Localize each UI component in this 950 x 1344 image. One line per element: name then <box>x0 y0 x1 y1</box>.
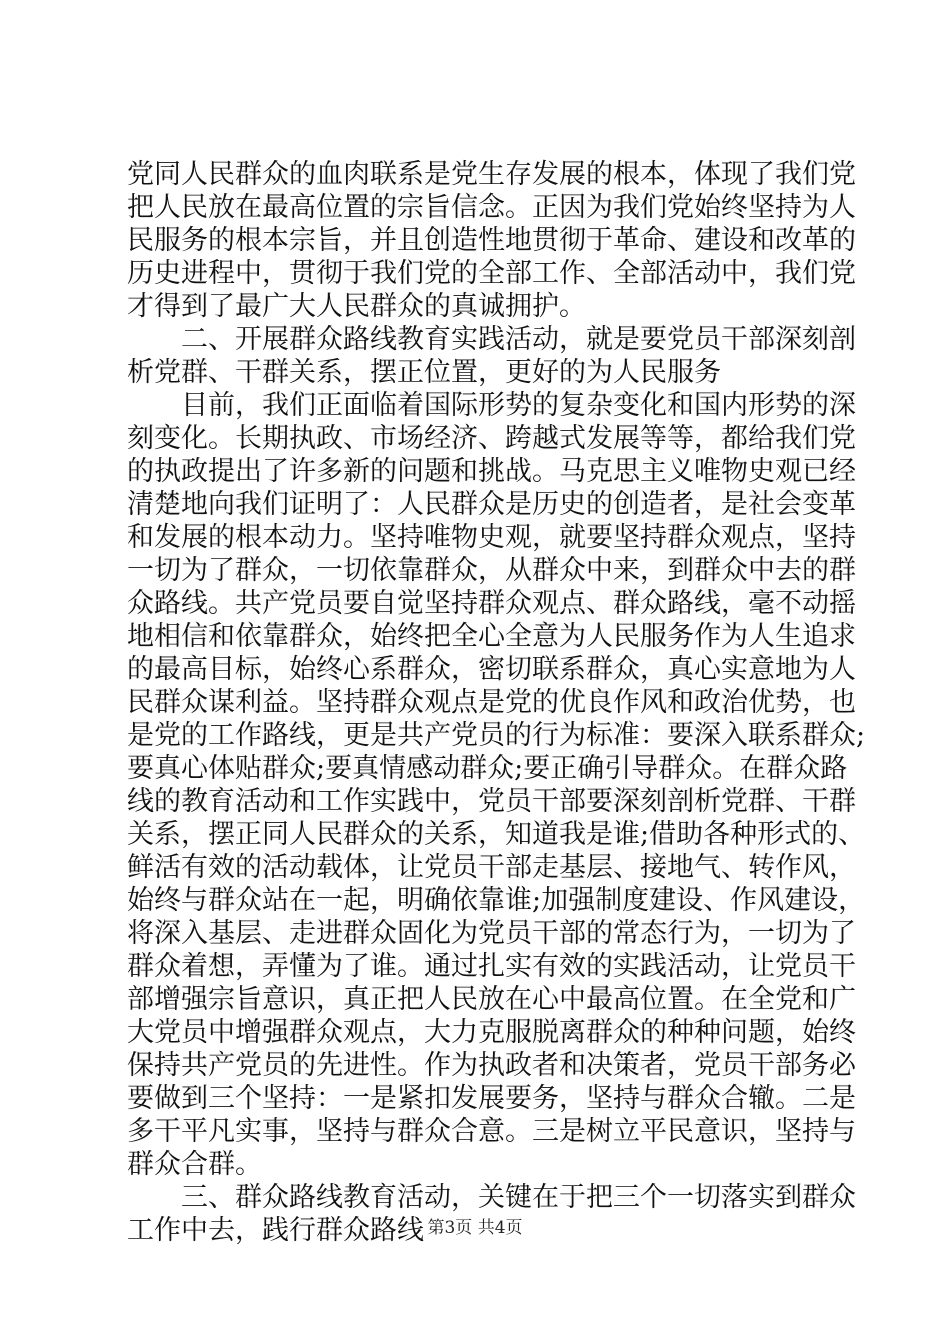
text-line: 群众合群。 <box>127 1149 262 1180</box>
text-line: 地相信和依靠群众，始终把全心全意为人民服务作为人生追求 <box>127 621 856 652</box>
text-line: 一切为了群众，一切依靠群众，从群众中来，到群众中去的群 <box>127 555 856 586</box>
text-line: 众路线。共产党员要自觉坚持群众观点、群众路线，毫不动摇 <box>127 588 856 619</box>
section-heading-line: 二、开展群众路线教育实践活动，就是要党员干部深刻剖 <box>127 324 856 355</box>
text-line: 民群众谋利益。坚持群众观点是党的优良作风和政治优势，也 <box>127 687 856 718</box>
text-line: 大党员中增强群众观点，大力克服脱离群众的种种问题，始终 <box>127 1017 856 1048</box>
text-line: 多干平凡实事，坚持与群众合意。三是树立平民意识，坚持与 <box>127 1116 856 1147</box>
text-line: 把人民放在最高位置的宗旨信念。正因为我们党始终坚持为人 <box>127 192 856 223</box>
text-line: 目前，我们正面临着国际形势的复杂变化和国内形势的深 <box>127 390 856 421</box>
text-line: 历史进程中，贯彻于我们党的全部工作、全部活动中，我们党 <box>127 258 856 289</box>
text-line: 线的教育活动和工作实践中，党员干部要深刻剖析党群、干群 <box>127 786 856 817</box>
text-line: 刻变化。长期执政、市场经济、跨越式发展等等，都给我们党 <box>127 423 856 454</box>
text-line: 才得到了最广大人民群众的真诚拥护。 <box>127 291 586 322</box>
text-line: 党同人民群众的血肉联系是党生存发展的根本，体现了我们党 <box>127 159 856 190</box>
text-line: 要做到三个坚持：一是紧扣发展要务，坚持与群众合辙。二是 <box>127 1083 856 1114</box>
section-heading-line: 工作中去，践行群众路线 <box>127 1215 424 1246</box>
text-line: 鲜活有效的活动载体，让党员干部走基层、接地气、转作风， <box>127 852 856 883</box>
text-line: 的执政提出了许多新的问题和挑战。马克思主义唯物史观已经 <box>127 456 856 487</box>
text-line: 关系，摆正同人民群众的关系，知道我是谁;借助各种形式的、 <box>127 819 866 850</box>
text-line: 是党的工作路线，更是共产党员的行为标准：要深入联系群众; <box>127 720 866 751</box>
text-line: 的最高目标，始终心系群众，密切联系群众，真心实意地为人 <box>127 654 856 685</box>
body-text <box>127 158 866 1247</box>
text-line: 清楚地向我们证明了：人民群众是历史的创造者，是社会变革 <box>127 489 856 520</box>
text-line: 将深入基层、走进群众固化为党员干部的常态行为，一切为了 <box>127 918 856 949</box>
page-footer <box>0 1213 950 1238</box>
page-number: 第3页 共4页 <box>427 1218 523 1238</box>
text-line: 要真心体贴群众;要真情感动群众;要正确引导群众。在群众路 <box>127 753 848 784</box>
text-line: 始终与群众站在一起，明确依靠谁;加强制度建设、作风建设， <box>127 885 866 916</box>
section-heading-line: 三、群众路线教育活动，关键在于把三个一切落实到群众 <box>127 1182 856 1213</box>
text-line: 群众着想，弄懂为了谁。通过扎实有效的实践活动，让党员干 <box>127 951 856 982</box>
section-heading-line: 析党群、干群关系，摆正位置，更好的为人民服务 <box>127 357 721 388</box>
text-line: 部增强宗旨意识，真正把人民放在心中最高位置。在全党和广 <box>127 984 856 1015</box>
text-line: 民服务的根本宗旨，并且创造性地贯彻于革命、建设和改革的 <box>127 225 856 256</box>
text-line: 保持共产党员的先进性。作为执政者和决策者，党员干部务必 <box>127 1050 856 1081</box>
text-line: 和发展的根本动力。坚持唯物史观，就要坚持群众观点，坚持 <box>127 522 856 553</box>
